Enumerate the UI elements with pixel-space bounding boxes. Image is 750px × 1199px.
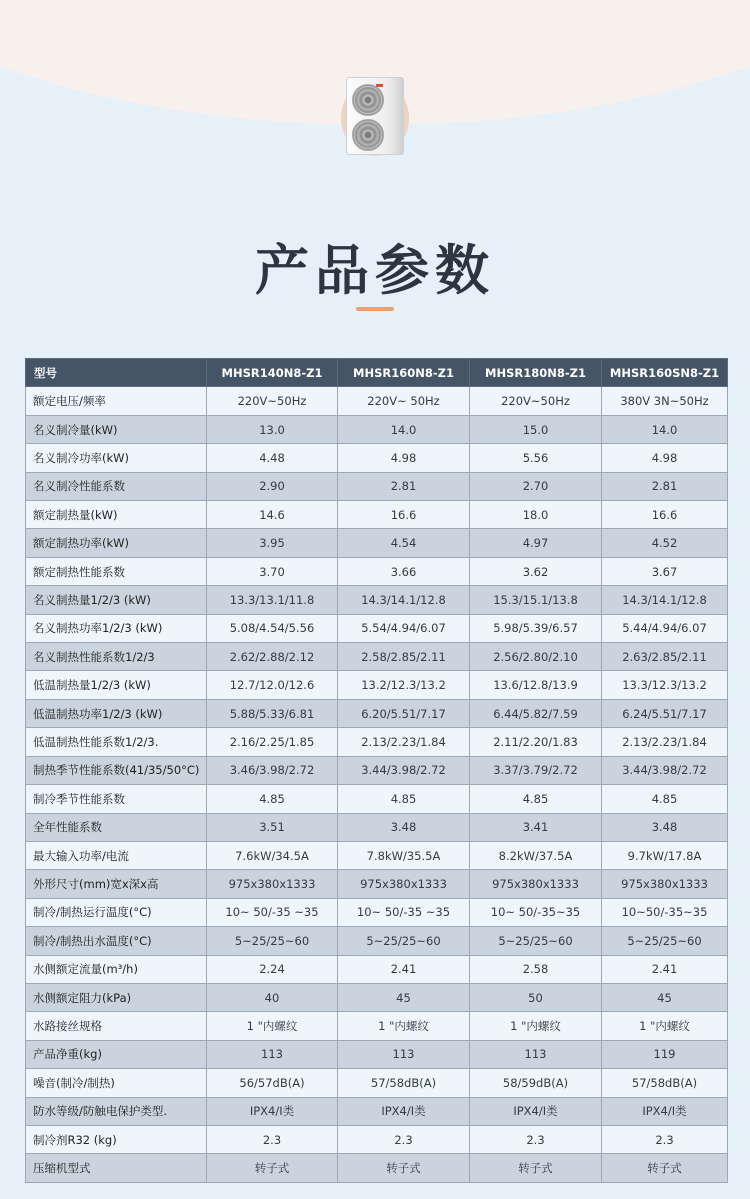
table-cell: IPX4/I类	[470, 1097, 602, 1125]
table-cell: IPX4/I类	[207, 1097, 338, 1125]
table-cell: 4.85	[338, 785, 470, 813]
table-cell: 4.52	[602, 529, 728, 557]
table-cell: 4.97	[470, 529, 602, 557]
table-cell: 13.0	[207, 415, 338, 443]
table-cell: 5.56	[470, 444, 602, 472]
table-cell: 220V~50Hz	[470, 387, 602, 415]
table-cell: 3.51	[207, 813, 338, 841]
table-cell: 2.63/2.85/2.11	[602, 643, 728, 671]
table-row	[26, 927, 728, 955]
table-cell: 9.7kW/17.8A	[602, 841, 728, 869]
row-label: 全年性能系数	[26, 813, 207, 841]
table-cell: 3.37/3.79/2.72	[470, 756, 602, 784]
table-cell: 3.95	[207, 529, 338, 557]
table-cell: 45	[602, 983, 728, 1011]
table-cell: 5.88/5.33/6.81	[207, 699, 338, 727]
table-cell: 7.6kW/34.5A	[207, 841, 338, 869]
table-cell: 975x380x1333	[338, 870, 470, 898]
table-row	[26, 501, 728, 529]
table-cell: 13.3/12.3/13.2	[602, 671, 728, 699]
table-cell: 50	[470, 983, 602, 1011]
table-cell: 6.20/5.51/7.17	[338, 699, 470, 727]
table-cell: 2.13/2.23/1.84	[602, 728, 728, 756]
column-header-model-4: MHSR160SN8-Z1	[602, 359, 728, 387]
table-cell: 45	[338, 983, 470, 1011]
table-cell: 转子式	[602, 1154, 728, 1182]
table-cell: 7.8kW/35.5A	[338, 841, 470, 869]
table-cell: 113	[470, 1040, 602, 1068]
table-cell: 2.16/2.25/1.85	[207, 728, 338, 756]
row-label: 名义制冷功率(kW)	[26, 444, 207, 472]
table-cell: 4.98	[338, 444, 470, 472]
table-cell: 15.3/15.1/13.8	[470, 586, 602, 614]
table-cell: IPX4/I类	[602, 1097, 728, 1125]
table-cell: 58/59dB(A)	[470, 1069, 602, 1097]
row-label: 低温制热功率1/2/3 (kW)	[26, 699, 207, 727]
table-cell: 2.62/2.88/2.12	[207, 643, 338, 671]
table-cell: 2.56/2.80/2.10	[470, 643, 602, 671]
unit-side-panel	[393, 78, 403, 154]
table-cell: 4.85	[470, 785, 602, 813]
table-cell: 1 "内螺纹	[338, 1012, 470, 1040]
table-row	[26, 983, 728, 1011]
table-cell: 119	[602, 1040, 728, 1068]
table-cell: 220V~50Hz	[207, 387, 338, 415]
table-cell: 2.11/2.20/1.83	[470, 728, 602, 756]
table-cell: 380V 3N~50Hz	[602, 387, 728, 415]
table-cell: 2.41	[338, 955, 470, 983]
table-cell: 14.0	[338, 415, 470, 443]
table-cell: 2.81	[338, 472, 470, 500]
table-cell: 13.2/12.3/13.2	[338, 671, 470, 699]
table-cell: 3.46/3.98/2.72	[207, 756, 338, 784]
table-row	[26, 1097, 728, 1125]
table-cell: IPX4/I类	[338, 1097, 470, 1125]
table-cell: 14.3/14.1/12.8	[338, 586, 470, 614]
table-cell: 113	[338, 1040, 470, 1068]
table-row	[26, 898, 728, 926]
table-cell: 转子式	[470, 1154, 602, 1182]
row-label: 噪音(制冷/制热)	[26, 1069, 207, 1097]
spec-table-header-row	[26, 359, 728, 387]
row-label: 外形尺寸(mm)宽x深x高	[26, 870, 207, 898]
row-label: 额定制热量(kW)	[26, 501, 207, 529]
column-header-model-2: MHSR160N8-Z1	[338, 359, 470, 387]
table-cell: 5~25/25~60	[207, 927, 338, 955]
table-cell: 57/58dB(A)	[338, 1069, 470, 1097]
row-label: 压缩机型式	[26, 1154, 207, 1182]
table-cell: 4.85	[207, 785, 338, 813]
table-cell: 13.6/12.8/13.9	[470, 671, 602, 699]
table-cell: 2.3	[207, 1125, 338, 1153]
table-cell: 2.3	[470, 1125, 602, 1153]
table-row	[26, 756, 728, 784]
table-row	[26, 841, 728, 869]
table-row	[26, 813, 728, 841]
table-cell: 975x380x1333	[207, 870, 338, 898]
table-cell: 8.2kW/37.5A	[470, 841, 602, 869]
table-cell: 113	[207, 1040, 338, 1068]
table-row	[26, 1012, 728, 1040]
row-label: 名义制热性能系数1/2/3	[26, 643, 207, 671]
table-cell: 4.98	[602, 444, 728, 472]
table-row	[26, 614, 728, 642]
table-cell: 40	[207, 983, 338, 1011]
table-row	[26, 955, 728, 983]
table-row	[26, 472, 728, 500]
row-label: 水侧额定阻力(kPa)	[26, 983, 207, 1011]
row-label: 制热季节性能系数(41/35/50°C)	[26, 756, 207, 784]
row-label: 水侧额定流量(m³/h)	[26, 955, 207, 983]
fan-icon	[352, 84, 384, 116]
table-cell: 10~ 50/-35 ~35	[207, 898, 338, 926]
row-label: 最大输入功率/电流	[26, 841, 207, 869]
table-row	[26, 529, 728, 557]
table-cell: 3.48	[602, 813, 728, 841]
table-cell: 18.0	[470, 501, 602, 529]
table-cell: 3.70	[207, 557, 338, 585]
table-row	[26, 643, 728, 671]
table-cell: 5.54/4.94/6.07	[338, 614, 470, 642]
table-cell: 14.3/14.1/12.8	[602, 586, 728, 614]
table-cell: 12.7/12.0/12.6	[207, 671, 338, 699]
table-cell: 6.44/5.82/7.59	[470, 699, 602, 727]
table-row	[26, 444, 728, 472]
row-label: 名义制冷量(kW)	[26, 415, 207, 443]
table-cell: 3.41	[470, 813, 602, 841]
table-cell: 16.6	[602, 501, 728, 529]
fan-icon	[352, 119, 384, 151]
table-cell: 3.48	[338, 813, 470, 841]
table-cell: 14.0	[602, 415, 728, 443]
table-cell: 10~ 50/-35~35	[470, 898, 602, 926]
table-cell: 3.44/3.98/2.72	[602, 756, 728, 784]
row-label: 制冷季节性能系数	[26, 785, 207, 813]
row-label: 产品净重(kg)	[26, 1040, 207, 1068]
table-row	[26, 1125, 728, 1153]
table-cell: 10~50/-35~35	[602, 898, 728, 926]
page-title: 产品参数	[255, 239, 495, 302]
table-cell: 4.85	[602, 785, 728, 813]
table-cell: 2.24	[207, 955, 338, 983]
table-cell: 14.6	[207, 501, 338, 529]
row-label: 额定电压/频率	[26, 387, 207, 415]
table-cell: 220V~ 50Hz	[338, 387, 470, 415]
table-cell: 3.62	[470, 557, 602, 585]
table-cell: 2.58	[470, 955, 602, 983]
table-row	[26, 1040, 728, 1068]
table-cell: 5~25/25~60	[602, 927, 728, 955]
table-cell: 56/57dB(A)	[207, 1069, 338, 1097]
row-label: 低温制热量1/2/3 (kW)	[26, 671, 207, 699]
table-cell: 6.24/5.51/7.17	[602, 699, 728, 727]
table-row	[26, 671, 728, 699]
table-cell: 5~25/25~60	[338, 927, 470, 955]
table-row	[26, 870, 728, 898]
table-cell: 13.3/13.1/11.8	[207, 586, 338, 614]
table-cell: 57/58dB(A)	[602, 1069, 728, 1097]
table-cell: 2.58/2.85/2.11	[338, 643, 470, 671]
row-label: 名义制冷性能系数	[26, 472, 207, 500]
row-label: 额定制热性能系数	[26, 557, 207, 585]
table-cell: 5.98/5.39/6.57	[470, 614, 602, 642]
table-cell: 转子式	[207, 1154, 338, 1182]
table-cell: 转子式	[338, 1154, 470, 1182]
table-row	[26, 728, 728, 756]
table-cell: 16.6	[338, 501, 470, 529]
table-row	[26, 1069, 728, 1097]
table-row	[26, 1154, 728, 1182]
table-row	[26, 699, 728, 727]
table-cell: 2.81	[602, 472, 728, 500]
column-header-model: 型号	[26, 359, 207, 387]
table-cell: 10~ 50/-35 ~35	[338, 898, 470, 926]
row-label: 制冷/制热出水温度(°C)	[26, 927, 207, 955]
column-header-model-3: MHSR180N8-Z1	[470, 359, 602, 387]
spec-table-body	[26, 387, 728, 1182]
table-row	[26, 387, 728, 415]
table-cell: 3.67	[602, 557, 728, 585]
table-cell: 2.70	[470, 472, 602, 500]
row-label: 额定制热功率(kW)	[26, 529, 207, 557]
row-label: 制冷/制热运行温度(°C)	[26, 898, 207, 926]
row-label: 防水等级/防触电保护类型.	[26, 1097, 207, 1125]
table-cell: 5.08/4.54/5.56	[207, 614, 338, 642]
table-cell: 4.54	[338, 529, 470, 557]
table-cell: 2.13/2.23/1.84	[338, 728, 470, 756]
table-cell: 5~25/25~60	[470, 927, 602, 955]
table-cell: 2.3	[338, 1125, 470, 1153]
row-label: 名义制热量1/2/3 (kW)	[26, 586, 207, 614]
table-cell: 975x380x1333	[602, 870, 728, 898]
title-underline	[356, 307, 394, 311]
table-row	[26, 557, 728, 585]
row-label: 制冷剂R32 (kg)	[26, 1125, 207, 1153]
column-header-model-1: MHSR140N8-Z1	[207, 359, 338, 387]
table-row	[26, 785, 728, 813]
table-cell: 5.44/4.94/6.07	[602, 614, 728, 642]
spec-table	[25, 358, 728, 1183]
table-cell: 975x380x1333	[470, 870, 602, 898]
table-row	[26, 586, 728, 614]
table-cell: 2.90	[207, 472, 338, 500]
table-row	[26, 415, 728, 443]
table-cell: 3.44/3.98/2.72	[338, 756, 470, 784]
table-cell: 15.0	[470, 415, 602, 443]
row-label: 名义制热功率1/2/3 (kW)	[26, 614, 207, 642]
table-cell: 2.3	[602, 1125, 728, 1153]
table-cell: 1 "内螺纹	[470, 1012, 602, 1040]
table-cell: 1 "内螺纹	[207, 1012, 338, 1040]
table-cell: 4.48	[207, 444, 338, 472]
table-cell: 1 "内螺纹	[602, 1012, 728, 1040]
row-label: 水路接丝规格	[26, 1012, 207, 1040]
table-cell: 3.66	[338, 557, 470, 585]
heat-pump-unit-image	[346, 77, 404, 155]
row-label: 低温制热性能系数1/2/3.	[26, 728, 207, 756]
table-cell: 2.41	[602, 955, 728, 983]
